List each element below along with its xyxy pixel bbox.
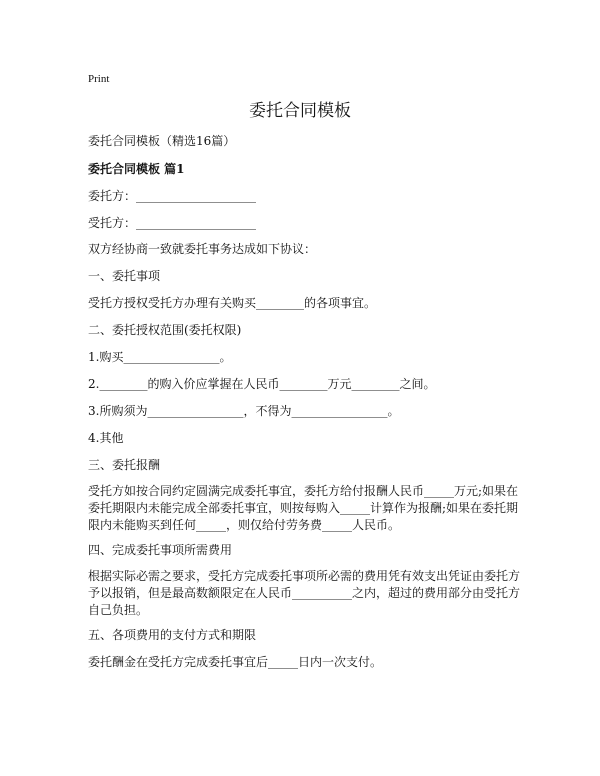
print-label: Print xyxy=(88,73,110,85)
paragraph-remuneration: 受托方如按合同约定圆满完成委托事宜，委托方给付报酬人民币_____万元;如果在委托期限内未能完成全部委托事宜，则按每购入_____计算作为报酬;如果在委托期限内未能购买到任何_____，则仅给付劳务费_____人民币。 xyxy=(88,484,519,532)
paragraph-expenses: 根据实际必需之要求，受托方完成委托事项所必需的费用凭有效支出凭证由委托方予以报销，但是最高数额限定在人民币__________之内，超过的费用部分由受托方自己负担。 xyxy=(88,569,521,617)
section-heading: 委托合同模板 篇1 xyxy=(88,162,185,176)
heading-payment: 五、各项费用的支付方式和期限 xyxy=(88,628,257,642)
scope-item-4: 4.其他 xyxy=(88,431,124,445)
heading-remuneration: 三、委托报酬 xyxy=(88,458,161,472)
principal-line: 委托方：____________________ xyxy=(88,189,257,203)
document-subtitle: 委托合同模板（精选16篇） xyxy=(88,134,236,148)
scope-item-3: 3.所购须为________________，不得为________________。 xyxy=(88,404,400,418)
paragraph-payment: 委托酬金在受托方完成委托事宜后_____日内一次支付。 xyxy=(88,655,383,669)
page-title: 委托合同模板 xyxy=(249,101,351,121)
agreement-intro: 双方经协商一致就委托事务达成如下协议： xyxy=(88,242,317,256)
heading-commission-matters: 一、委托事项 xyxy=(88,269,161,283)
agent-line: 受托方：____________________ xyxy=(88,216,257,230)
commission-matters-text: 受托方授权受托方办理有关购买________的各项事宜。 xyxy=(88,296,377,310)
scope-item-1: 1.购买________________。 xyxy=(88,350,232,364)
heading-authorization-scope: 二、委托授权范围(委托权限) xyxy=(88,323,242,337)
scope-item-2: 2.________的购入价应掌握在人民币________万元________之间。 xyxy=(88,377,436,391)
heading-expenses: 四、完成委托事项所需费用 xyxy=(88,543,233,557)
